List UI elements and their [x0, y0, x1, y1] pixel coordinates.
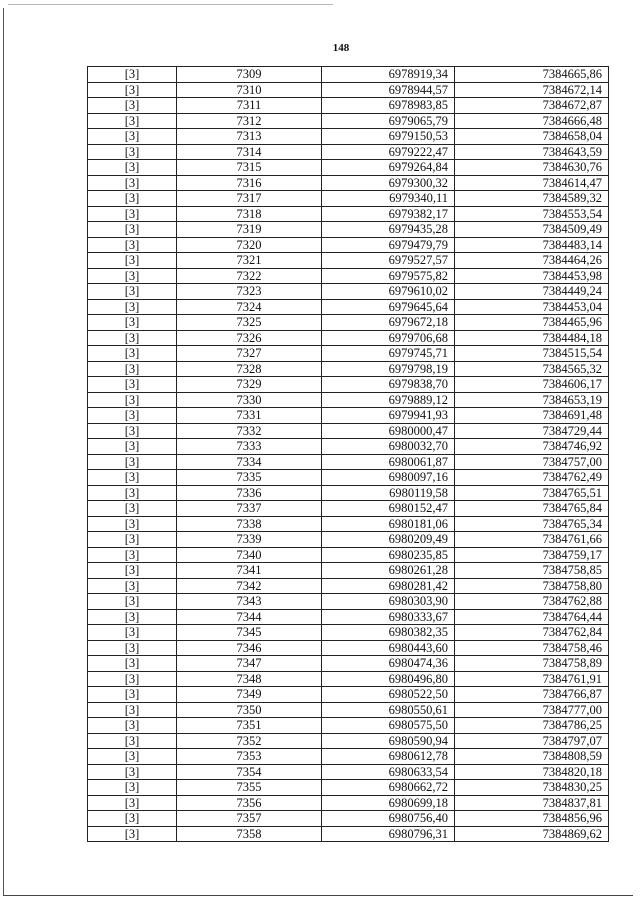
y-coordinate-cell: 7384765,84: [455, 501, 609, 517]
top-scan-line: [8, 4, 333, 5]
table-row: [88, 315, 609, 331]
source-ref-cell: [3]: [88, 330, 177, 346]
x-coordinate-cell: 6980662,72: [322, 780, 455, 796]
source-ref-cell: [3]: [88, 454, 177, 470]
x-coordinate-cell: 6980209,49: [322, 532, 455, 548]
point-number-cell: 7341: [177, 563, 322, 579]
table-row: [88, 609, 609, 625]
table-row: [88, 578, 609, 594]
x-coordinate-cell: 6979610,02: [322, 284, 455, 300]
point-number-cell: 7343: [177, 594, 322, 610]
point-number-cell: 7351: [177, 718, 322, 734]
x-coordinate-cell: 6980550,61: [322, 702, 455, 718]
x-coordinate-cell: 6980061,87: [322, 454, 455, 470]
source-ref-cell: [3]: [88, 268, 177, 284]
y-coordinate-cell: 7384453,98: [455, 268, 609, 284]
table-row: [88, 501, 609, 517]
source-ref-cell: [3]: [88, 315, 177, 331]
coordinates-table-body: [88, 67, 609, 842]
source-ref-cell: [3]: [88, 609, 177, 625]
x-coordinate-cell: 6978919,34: [322, 67, 455, 83]
point-number-cell: 7332: [177, 423, 322, 439]
source-ref-cell: [3]: [88, 671, 177, 687]
source-ref-cell: [3]: [88, 780, 177, 796]
y-coordinate-cell: 7384762,88: [455, 594, 609, 610]
point-number-cell: 7331: [177, 408, 322, 424]
point-number-cell: 7329: [177, 377, 322, 393]
y-coordinate-cell: 7384665,86: [455, 67, 609, 83]
table-row: [88, 470, 609, 486]
source-ref-cell: [3]: [88, 408, 177, 424]
x-coordinate-cell: 6979672,18: [322, 315, 455, 331]
y-coordinate-cell: 7384856,96: [455, 811, 609, 827]
x-coordinate-cell: 6980756,40: [322, 811, 455, 827]
x-coordinate-cell: 6979300,32: [322, 175, 455, 191]
point-number-cell: 7325: [177, 315, 322, 331]
x-coordinate-cell: 6978944,57: [322, 82, 455, 98]
point-number-cell: 7353: [177, 749, 322, 765]
source-ref-cell: [3]: [88, 563, 177, 579]
table-row: [88, 160, 609, 176]
point-number-cell: 7323: [177, 284, 322, 300]
y-coordinate-cell: 7384758,85: [455, 563, 609, 579]
y-coordinate-cell: 7384666,48: [455, 113, 609, 129]
source-ref-cell: [3]: [88, 392, 177, 408]
point-number-cell: 7335: [177, 470, 322, 486]
point-number-cell: 7321: [177, 253, 322, 269]
table-row: [88, 222, 609, 238]
source-ref-cell: [3]: [88, 346, 177, 362]
table-row: [88, 625, 609, 641]
x-coordinate-cell: 6979838,70: [322, 377, 455, 393]
source-ref-cell: [3]: [88, 687, 177, 703]
y-coordinate-cell: 7384758,80: [455, 578, 609, 594]
y-coordinate-cell: 7384808,59: [455, 749, 609, 765]
y-coordinate-cell: 7384453,04: [455, 299, 609, 315]
point-number-cell: 7333: [177, 439, 322, 455]
y-coordinate-cell: 7384658,04: [455, 129, 609, 145]
table-row: [88, 594, 609, 610]
point-number-cell: 7350: [177, 702, 322, 718]
y-coordinate-cell: 7384759,17: [455, 547, 609, 563]
source-ref-cell: [3]: [88, 826, 177, 842]
x-coordinate-cell: 6979798,19: [322, 361, 455, 377]
x-coordinate-cell: 6980522,50: [322, 687, 455, 703]
source-ref-cell: [3]: [88, 361, 177, 377]
table-row: [88, 671, 609, 687]
table-row: [88, 253, 609, 269]
table-row: [88, 284, 609, 300]
table-row: [88, 113, 609, 129]
point-number-cell: 7342: [177, 578, 322, 594]
x-coordinate-cell: 6980119,58: [322, 485, 455, 501]
y-coordinate-cell: 7384515,54: [455, 346, 609, 362]
source-ref-cell: [3]: [88, 733, 177, 749]
source-ref-cell: [3]: [88, 501, 177, 517]
y-coordinate-cell: 7384691,48: [455, 408, 609, 424]
source-ref-cell: [3]: [88, 795, 177, 811]
y-coordinate-cell: 7384837,81: [455, 795, 609, 811]
x-coordinate-cell: 6979382,17: [322, 206, 455, 222]
source-ref-cell: [3]: [88, 237, 177, 253]
point-number-cell: 7354: [177, 764, 322, 780]
y-coordinate-cell: 7384758,89: [455, 656, 609, 672]
point-number-cell: 7309: [177, 67, 322, 83]
x-coordinate-cell: 6980000,47: [322, 423, 455, 439]
source-ref-cell: [3]: [88, 175, 177, 191]
source-ref-cell: [3]: [88, 144, 177, 160]
point-number-cell: 7340: [177, 547, 322, 563]
table-row: [88, 175, 609, 191]
table-row: [88, 408, 609, 424]
x-coordinate-cell: 6980382,35: [322, 625, 455, 641]
point-number-cell: 7336: [177, 485, 322, 501]
source-ref-cell: [3]: [88, 594, 177, 610]
source-ref-cell: [3]: [88, 718, 177, 734]
table-row: [88, 299, 609, 315]
point-number-cell: 7358: [177, 826, 322, 842]
y-coordinate-cell: 7384757,00: [455, 454, 609, 470]
source-ref-cell: [3]: [88, 702, 177, 718]
x-coordinate-cell: 6980575,50: [322, 718, 455, 734]
y-coordinate-cell: 7384643,59: [455, 144, 609, 160]
point-number-cell: 7316: [177, 175, 322, 191]
x-coordinate-cell: 6980181,06: [322, 516, 455, 532]
y-coordinate-cell: 7384509,49: [455, 222, 609, 238]
x-coordinate-cell: 6980496,80: [322, 671, 455, 687]
source-ref-cell: [3]: [88, 299, 177, 315]
point-number-cell: 7357: [177, 811, 322, 827]
x-coordinate-cell: 6979340,11: [322, 191, 455, 207]
page-number: 148: [332, 42, 350, 54]
x-coordinate-cell: 6979479,79: [322, 237, 455, 253]
source-ref-cell: [3]: [88, 439, 177, 455]
x-coordinate-cell: 6980281,42: [322, 578, 455, 594]
x-coordinate-cell: 6980590,94: [322, 733, 455, 749]
point-number-cell: 7334: [177, 454, 322, 470]
x-coordinate-cell: 6979527,57: [322, 253, 455, 269]
table-row: [88, 361, 609, 377]
x-coordinate-cell: 6979222,47: [322, 144, 455, 160]
y-coordinate-cell: 7384777,00: [455, 702, 609, 718]
x-coordinate-cell: 6980235,85: [322, 547, 455, 563]
point-number-cell: 7346: [177, 640, 322, 656]
y-coordinate-cell: 7384614,47: [455, 175, 609, 191]
y-coordinate-cell: 7384653,19: [455, 392, 609, 408]
y-coordinate-cell: 7384766,87: [455, 687, 609, 703]
x-coordinate-cell: 6978983,85: [322, 98, 455, 114]
source-ref-cell: [3]: [88, 656, 177, 672]
source-ref-cell: [3]: [88, 253, 177, 269]
point-number-cell: 7347: [177, 656, 322, 672]
point-number-cell: 7338: [177, 516, 322, 532]
table-row: [88, 811, 609, 827]
left-page-border: [3, 8, 4, 896]
source-ref-cell: [3]: [88, 82, 177, 98]
table-row: [88, 516, 609, 532]
point-number-cell: 7344: [177, 609, 322, 625]
source-ref-cell: [3]: [88, 811, 177, 827]
point-number-cell: 7355: [177, 780, 322, 796]
y-coordinate-cell: 7384672,14: [455, 82, 609, 98]
point-number-cell: 7330: [177, 392, 322, 408]
x-coordinate-cell: 6979435,28: [322, 222, 455, 238]
x-coordinate-cell: 6979745,71: [322, 346, 455, 362]
x-coordinate-cell: 6980303,90: [322, 594, 455, 610]
table-row: [88, 687, 609, 703]
y-coordinate-cell: 7384746,92: [455, 439, 609, 455]
point-number-cell: 7320: [177, 237, 322, 253]
y-coordinate-cell: 7384465,96: [455, 315, 609, 331]
y-coordinate-cell: 7384869,62: [455, 826, 609, 842]
source-ref-cell: [3]: [88, 377, 177, 393]
table-row: [88, 144, 609, 160]
point-number-cell: 7326: [177, 330, 322, 346]
table-row: [88, 780, 609, 796]
x-coordinate-cell: 6980032,70: [322, 439, 455, 455]
y-coordinate-cell: 7384762,84: [455, 625, 609, 641]
table-row: [88, 439, 609, 455]
source-ref-cell: [3]: [88, 485, 177, 501]
point-number-cell: 7339: [177, 532, 322, 548]
table-row: [88, 237, 609, 253]
y-coordinate-cell: 7384830,25: [455, 780, 609, 796]
table-row: [88, 764, 609, 780]
y-coordinate-cell: 7384764,44: [455, 609, 609, 625]
point-number-cell: 7314: [177, 144, 322, 160]
x-coordinate-cell: 6979150,53: [322, 129, 455, 145]
bottom-page-border: [3, 895, 633, 896]
y-coordinate-cell: 7384484,18: [455, 330, 609, 346]
source-ref-cell: [3]: [88, 98, 177, 114]
table-row: [88, 640, 609, 656]
y-coordinate-cell: 7384761,91: [455, 671, 609, 687]
table-row: [88, 749, 609, 765]
point-number-cell: 7313: [177, 129, 322, 145]
y-coordinate-cell: 7384565,32: [455, 361, 609, 377]
table-row: [88, 454, 609, 470]
x-coordinate-cell: 6980474,36: [322, 656, 455, 672]
point-number-cell: 7322: [177, 268, 322, 284]
x-coordinate-cell: 6980633,54: [322, 764, 455, 780]
source-ref-cell: [3]: [88, 532, 177, 548]
source-ref-cell: [3]: [88, 764, 177, 780]
point-number-cell: 7327: [177, 346, 322, 362]
point-number-cell: 7315: [177, 160, 322, 176]
table-row: [88, 129, 609, 145]
x-coordinate-cell: 6980261,28: [322, 563, 455, 579]
table-row: [88, 656, 609, 672]
x-coordinate-cell: 6980443,60: [322, 640, 455, 656]
x-coordinate-cell: 6980796,31: [322, 826, 455, 842]
y-coordinate-cell: 7384672,87: [455, 98, 609, 114]
coordinates-table: [87, 66, 609, 842]
point-number-cell: 7356: [177, 795, 322, 811]
source-ref-cell: [3]: [88, 206, 177, 222]
point-number-cell: 7318: [177, 206, 322, 222]
source-ref-cell: [3]: [88, 129, 177, 145]
y-coordinate-cell: 7384449,24: [455, 284, 609, 300]
x-coordinate-cell: 6979645,64: [322, 299, 455, 315]
table-row: [88, 82, 609, 98]
source-ref-cell: [3]: [88, 470, 177, 486]
point-number-cell: 7328: [177, 361, 322, 377]
table-row: [88, 67, 609, 83]
y-coordinate-cell: 7384797,07: [455, 733, 609, 749]
point-number-cell: 7337: [177, 501, 322, 517]
y-coordinate-cell: 7384464,26: [455, 253, 609, 269]
x-coordinate-cell: 6980097,16: [322, 470, 455, 486]
y-coordinate-cell: 7384553,54: [455, 206, 609, 222]
x-coordinate-cell: 6979065,79: [322, 113, 455, 129]
y-coordinate-cell: 7384630,76: [455, 160, 609, 176]
source-ref-cell: [3]: [88, 578, 177, 594]
point-number-cell: 7312: [177, 113, 322, 129]
table-row: [88, 795, 609, 811]
x-coordinate-cell: 6979575,82: [322, 268, 455, 284]
y-coordinate-cell: 7384761,66: [455, 532, 609, 548]
point-number-cell: 7324: [177, 299, 322, 315]
table-row: [88, 423, 609, 439]
y-coordinate-cell: 7384606,17: [455, 377, 609, 393]
y-coordinate-cell: 7384765,51: [455, 485, 609, 501]
x-coordinate-cell: 6979889,12: [322, 392, 455, 408]
point-number-cell: 7348: [177, 671, 322, 687]
table-row: [88, 718, 609, 734]
source-ref-cell: [3]: [88, 749, 177, 765]
table-row: [88, 377, 609, 393]
table-row: [88, 98, 609, 114]
table-row: [88, 191, 609, 207]
table-row: [88, 268, 609, 284]
x-coordinate-cell: 6979264,84: [322, 160, 455, 176]
table-row: [88, 330, 609, 346]
table-row: [88, 532, 609, 548]
y-coordinate-cell: 7384762,49: [455, 470, 609, 486]
y-coordinate-cell: 7384786,25: [455, 718, 609, 734]
x-coordinate-cell: 6980333,67: [322, 609, 455, 625]
table-row: [88, 702, 609, 718]
y-coordinate-cell: 7384483,14: [455, 237, 609, 253]
point-number-cell: 7319: [177, 222, 322, 238]
point-number-cell: 7345: [177, 625, 322, 641]
source-ref-cell: [3]: [88, 160, 177, 176]
source-ref-cell: [3]: [88, 516, 177, 532]
x-coordinate-cell: 6980152,47: [322, 501, 455, 517]
point-number-cell: 7317: [177, 191, 322, 207]
point-number-cell: 7311: [177, 98, 322, 114]
source-ref-cell: [3]: [88, 423, 177, 439]
x-coordinate-cell: 6979706,68: [322, 330, 455, 346]
table-row: [88, 547, 609, 563]
x-coordinate-cell: 6980699,18: [322, 795, 455, 811]
table-row: [88, 206, 609, 222]
table-row: [88, 485, 609, 501]
source-ref-cell: [3]: [88, 547, 177, 563]
y-coordinate-cell: 7384589,32: [455, 191, 609, 207]
table-row: [88, 392, 609, 408]
source-ref-cell: [3]: [88, 113, 177, 129]
source-ref-cell: [3]: [88, 222, 177, 238]
y-coordinate-cell: 7384758,46: [455, 640, 609, 656]
x-coordinate-cell: 6979941,93: [322, 408, 455, 424]
y-coordinate-cell: 7384820,18: [455, 764, 609, 780]
source-ref-cell: [3]: [88, 625, 177, 641]
source-ref-cell: [3]: [88, 191, 177, 207]
source-ref-cell: [3]: [88, 640, 177, 656]
table-row: [88, 826, 609, 842]
table-row: [88, 733, 609, 749]
table-row: [88, 563, 609, 579]
x-coordinate-cell: 6980612,78: [322, 749, 455, 765]
y-coordinate-cell: 7384765,34: [455, 516, 609, 532]
source-ref-cell: [3]: [88, 284, 177, 300]
y-coordinate-cell: 7384729,44: [455, 423, 609, 439]
point-number-cell: 7349: [177, 687, 322, 703]
source-ref-cell: [3]: [88, 67, 177, 83]
table-row: [88, 346, 609, 362]
point-number-cell: 7310: [177, 82, 322, 98]
point-number-cell: 7352: [177, 733, 322, 749]
